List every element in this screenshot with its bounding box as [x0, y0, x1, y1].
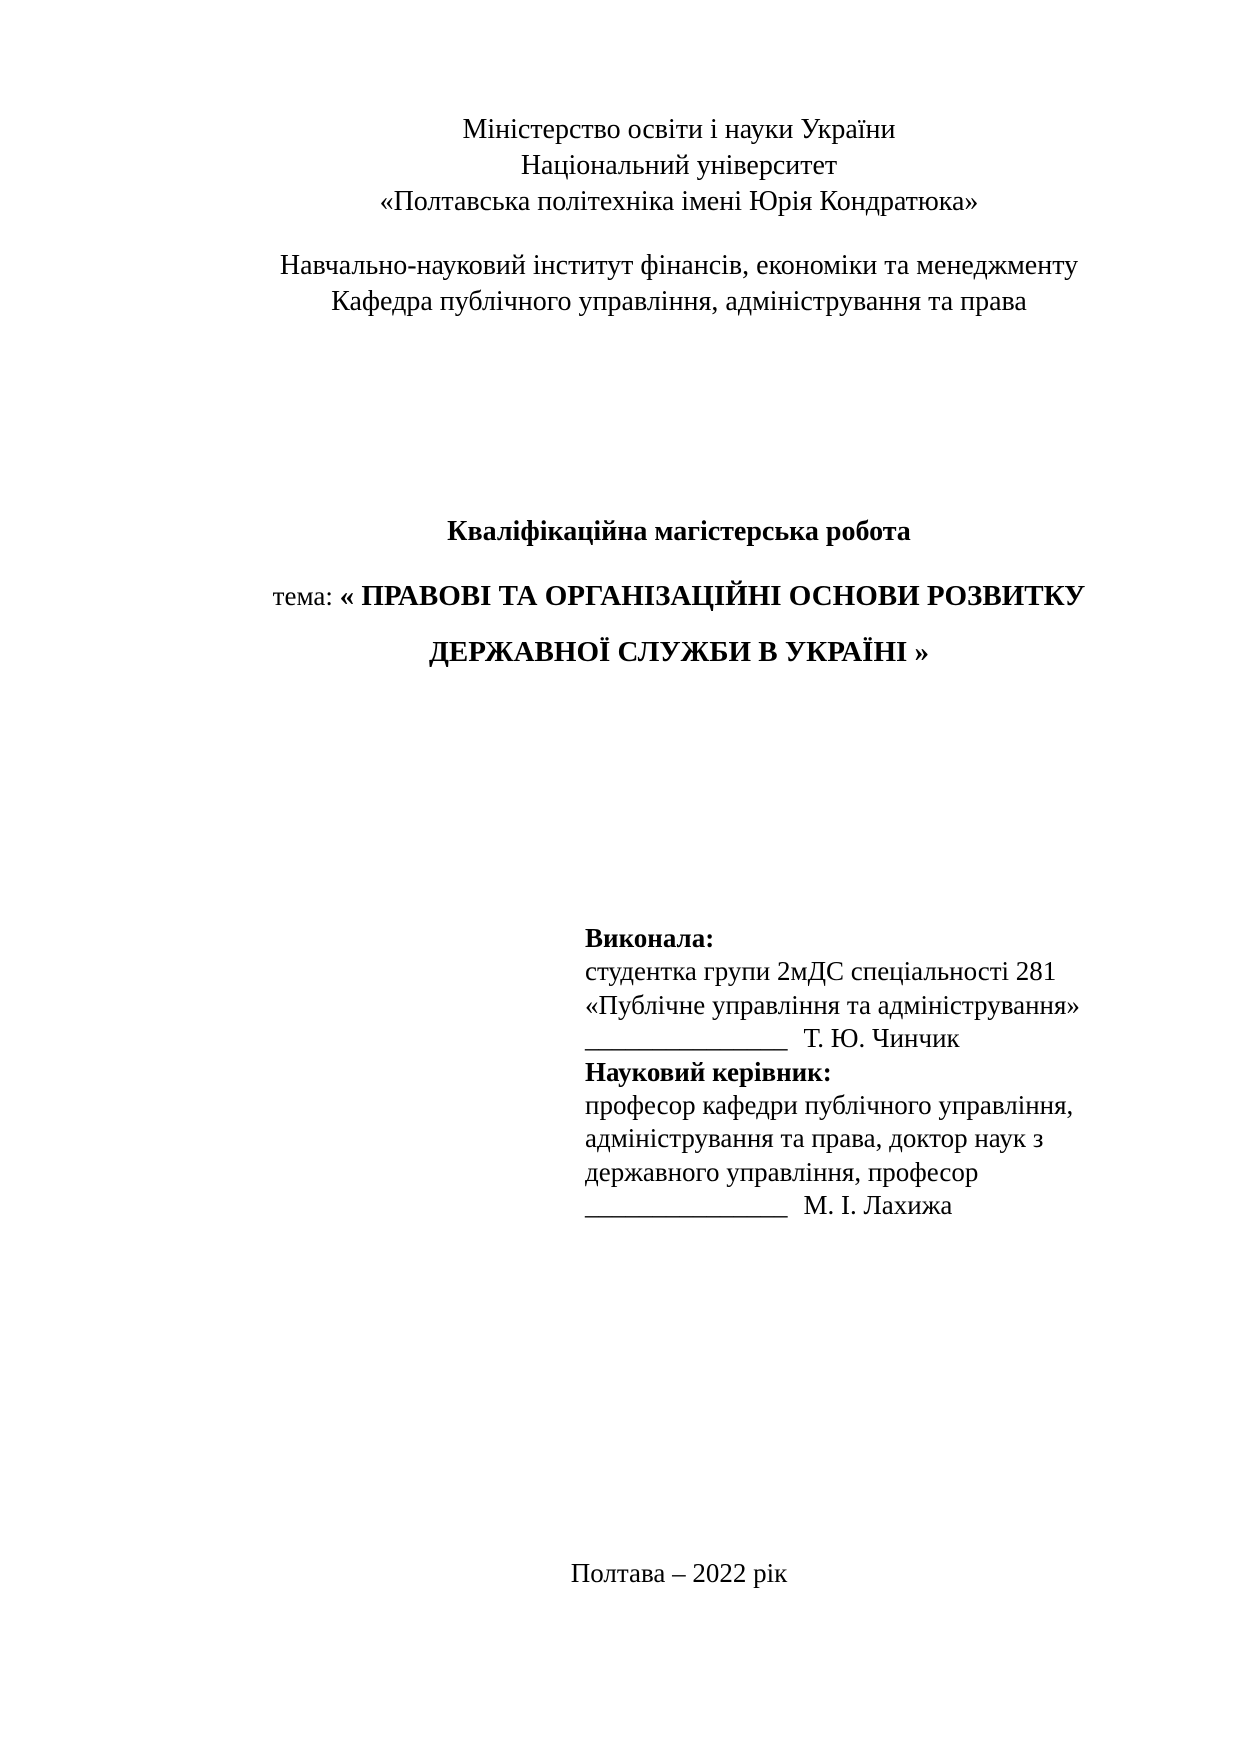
supervisor-name: М. І. Лахижа — [803, 1190, 953, 1221]
topic-title-part-1: « ПРАВОВІ ТА ОРГАНІЗАЦІЙНІ ОСНОВИ РОЗВИТКУ — [339, 580, 1086, 612]
executor-signature-row — [585, 1022, 1145, 1055]
footer-place-year: Полтава – 2022 рік — [570, 1558, 788, 1588]
executor-line-1: студентка групи 2мДС спеціальності 281 — [585, 956, 1057, 987]
topic-line-2: ДЕРЖАВНОЇ СЛУЖБИ В УКРАЇНІ » — [428, 636, 930, 668]
executor-name: Т. Ю. Чинчик — [803, 1023, 960, 1054]
supervisor-label: Науковий керівник: — [585, 1056, 832, 1087]
institute-line: Навчально-науковий інститут фінансів, економіки та менеджменту — [279, 250, 1079, 281]
university-name-line: «Полтавська політехніка імені Юрія Кондратюка» — [379, 186, 979, 217]
ministry-line: Міністерство освіти і науки України — [462, 114, 896, 145]
topic-line-1 — [177, 568, 1181, 624]
supervisor-signature-row — [585, 1189, 1145, 1222]
supervisor-signature-line: _______________ — [585, 1190, 788, 1221]
supervisor-line-3: державного управління, професор — [585, 1156, 979, 1187]
topic-block — [177, 568, 1181, 680]
work-type-heading: Кваліфікаційна магістерська робота — [447, 516, 911, 547]
topic-label: тема: — [272, 581, 340, 611]
executor-line-2: «Публічне управління та адміністрування» — [585, 989, 1080, 1020]
executor-label: Виконала: — [585, 923, 715, 953]
supervisor-line-1: професор кафедри публічного управління, — [585, 1090, 1074, 1121]
signatures-block — [585, 922, 1145, 1223]
header-institute-block — [177, 248, 1181, 320]
university-line: Національний університет — [520, 150, 838, 181]
executor-signature-line: _______________ — [585, 1023, 788, 1054]
department-line: Кафедра публічного управління, адміністрування та права — [331, 286, 1027, 317]
header-ministry-block — [177, 112, 1181, 220]
supervisor-line-2: адміністрування та права, доктор наук з — [585, 1123, 1044, 1154]
